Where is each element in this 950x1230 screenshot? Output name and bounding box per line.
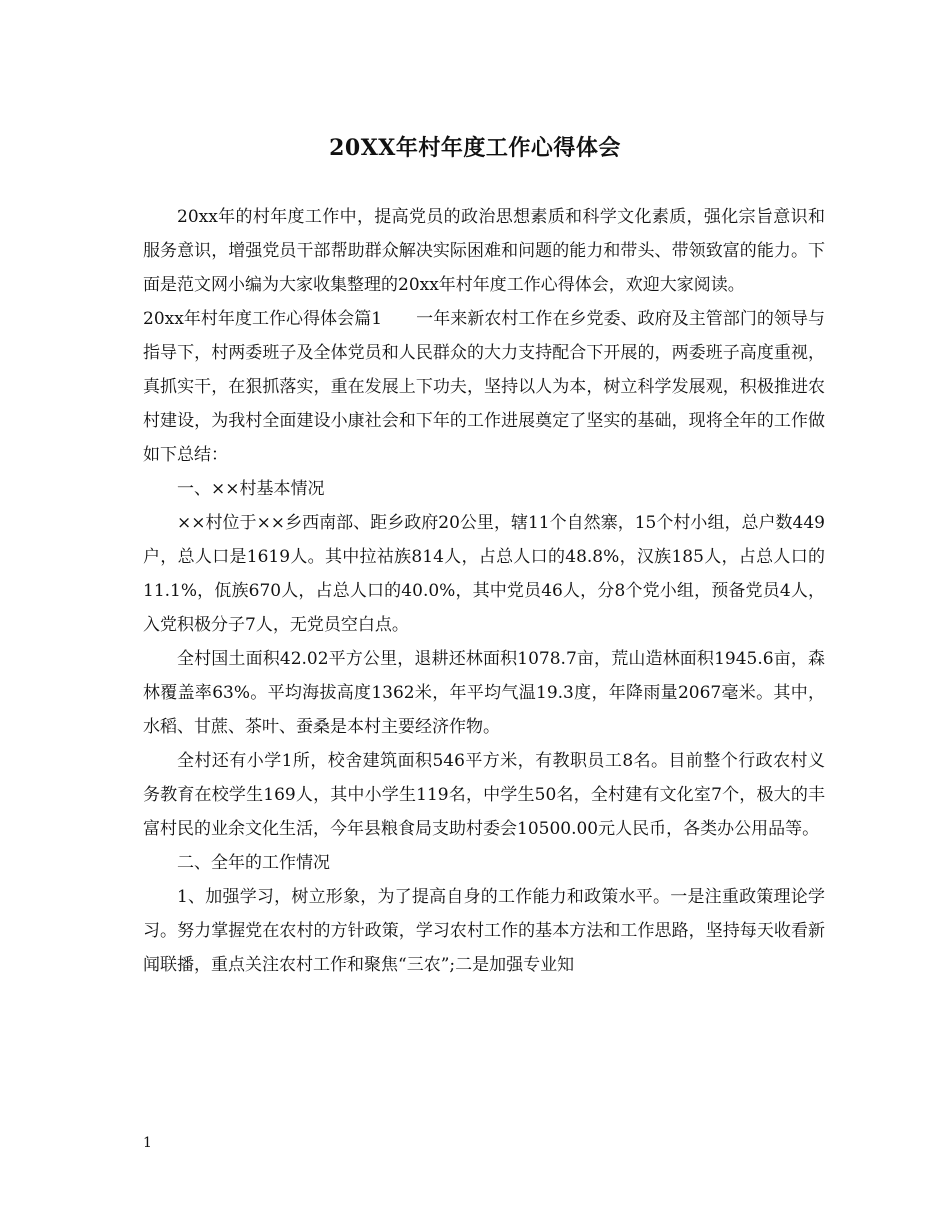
- document-body: [143, 200, 825, 982]
- page-number: 1: [143, 1135, 152, 1151]
- paragraph-study: 1、加强学习，树立形象，为了提高自身的工作能力和政策水平。一是注重政策理论学习。努力掌握党在农村的方针政策，学习农村工作的基本方法和工作思路，坚持每天收看新闻联播，重点关注农村工作和聚焦“三农”;二是加强专业知: [143, 887, 825, 975]
- paragraph-population: ××村位于××乡西南部、距乡政府20公里，辖11个自然寨，15个村小组，总户数449户，总人口是1619人。其中拉祜族814人，占总人口的48.8%，汉族185人，占总人口的11.1%，佤族670人，占总人口的40.0%，其中党员46人，分8个党小组，预备党员4人，入党积极分子7人，无党员空白点。: [143, 513, 825, 635]
- section-intro-paragraph: 20xx年村年度工作心得体会篇1 一年来新农村工作在乡党委、政府及主管部门的领导与指导下，村两委班子及全体党员和人民群众的大力支持配合下开展的，两委班子高度重视，真抓实干，在狠抓落实，重在发展上下功夫，坚持以人为本，树立科学发展观，积极推进农村建设，为我村全面建设小康社会和下年的工作进展奠定了坚实的基础，现将全年的工作做如下总结：: [143, 309, 825, 465]
- intro-paragraph: 20xx年的村年度工作中，提高党员的政治思想素质和科学文化素质，强化宗旨意识和服务意识，增强党员干部帮助群众解决实际困难和问题的能力和带头、带领致富的能力。下面是范文网小编为大家收集整理的20xx年村年度工作心得体会，欢迎大家阅读。: [143, 207, 825, 295]
- paragraph-education: 全村还有小学1所，校舍建筑面积546平方米，有教职员工8名。目前整个行政农村义务教育在校学生169人，其中小学生119名，中学生50名，全村建有文化室7个，极大的丰富村民的业余文化生活，今年县粮食局支助村委会10500.00元人民币，各类办公用品等。: [143, 751, 825, 839]
- paragraph-land: 全村国土面积42.02平方公里，退耕还林面积1078.7亩，荒山造林面积1945.6亩，森林覆盖率63%。平均海拔高度1362米，年平均气温19.3度，年降雨量2067毫米。其中，水稻、甘蔗、茶叶、蚕桑是本村主要经济作物。: [143, 649, 825, 737]
- section-heading-work: 二、全年的工作情况: [177, 853, 330, 873]
- document-title: 20XX年村年度工作心得体会: [329, 135, 621, 161]
- section-heading-basic-info: 一、××村基本情况: [177, 479, 325, 499]
